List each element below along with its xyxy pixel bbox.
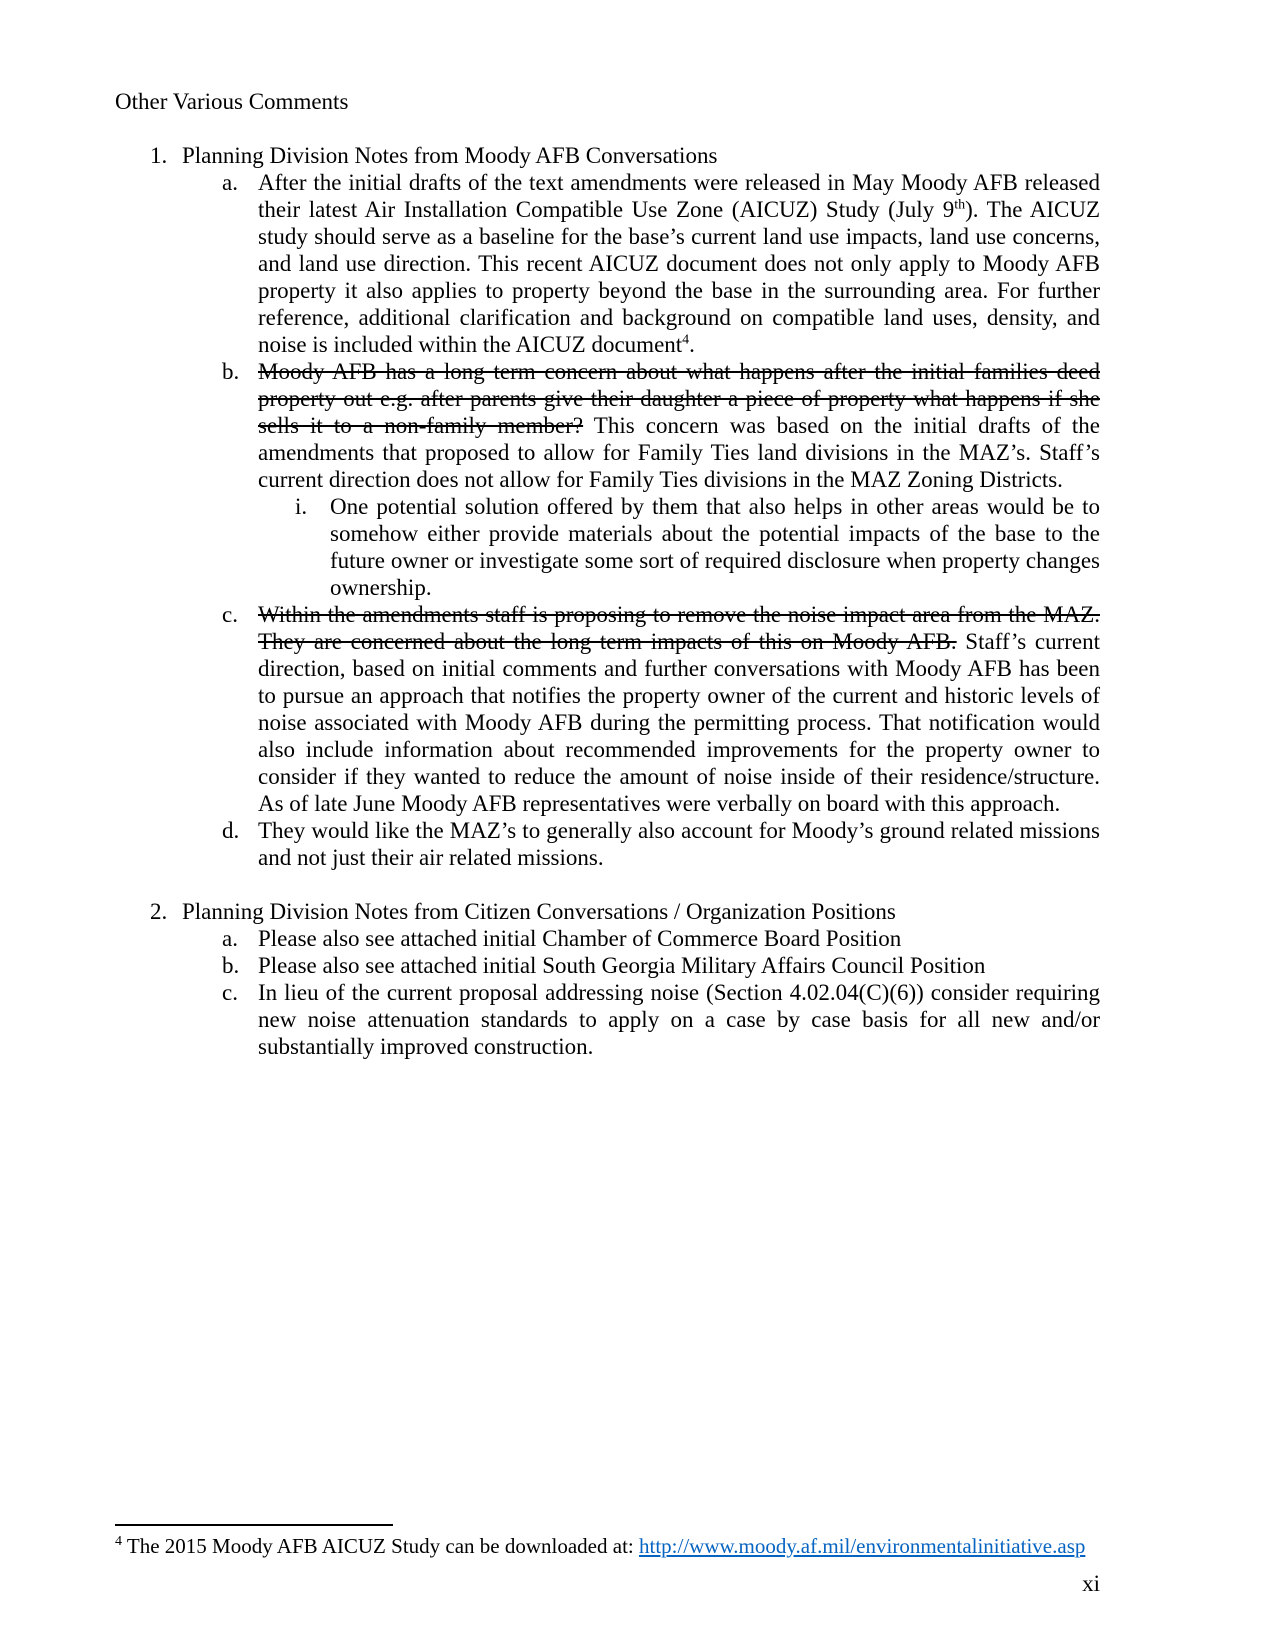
- item-1a-text-part3: .: [689, 332, 695, 357]
- section-1-number: 1.: [150, 143, 168, 168]
- item-2b-paragraph: Please also see attached initial South Georgia Military Affairs Council Position: [258, 953, 986, 978]
- footnote-marker: 4: [115, 1534, 122, 1549]
- item-1c-struck-text: Within the amendments staff is proposing to remove the noise impact area from the MAZ. They are concerned about the long term impacts of this on Moody AFB.: [258, 602, 1100, 654]
- section-2-title: Planning Division Notes from Citizen Conversations / Organization Positions: [182, 899, 896, 924]
- item-2c-paragraph: In lieu of the current proposal addressing noise (Section 4.02.04(C)(6)) consider requiring new noise attenuation standards to apply on a case by case basis for all new and/or substantially improved construction.: [258, 980, 1100, 1059]
- item-1b-struck-text: Moody AFB has a long term concern about what happens after the initial families deed property out e.g. after parents give their daughter a piece of property what happens if she sells it to a non-family member?: [258, 359, 1100, 438]
- list-item-1c: [115, 601, 1100, 817]
- footnote-area: [115, 1524, 1100, 1596]
- document-title: Other Various Comments: [115, 89, 349, 114]
- item-2c-label: c.: [222, 980, 238, 1005]
- list-item-1b-i: [115, 493, 1100, 601]
- item-1a-label: a.: [222, 170, 238, 195]
- list-item-1b: [115, 358, 1100, 493]
- list-item-2b: [115, 952, 1100, 979]
- item-1b-i-paragraph: One potential solution offered by them that also helps in other areas would be to somehow either provide materials about the potential impacts of the base to the future owner or investigate some sort of required disclosure when property changes ownership.: [330, 494, 1100, 600]
- item-1d-label: d.: [222, 818, 240, 843]
- footnote-text: [115, 1534, 1100, 1559]
- list-item-1a: [115, 169, 1100, 358]
- section-1-title: Planning Division Notes from Moody AFB Conversations: [182, 143, 718, 168]
- footnote-reference-4: 4: [682, 332, 690, 348]
- item-1a-text-part1: After the initial drafts of the text amendments were released in May Moody AFB released their latest Air Installation Compatible Use Zone (AICUZ) Study (July 9: [258, 170, 1100, 222]
- section-1-heading: [115, 142, 1100, 169]
- footnote-body-text: The 2015 Moody AFB AICUZ Study can be downloaded at:: [122, 1534, 639, 1558]
- item-1b-paragraph: [258, 358, 1100, 493]
- item-2a-paragraph: Please also see attached initial Chamber of Commerce Board Position: [258, 926, 902, 951]
- item-2a-label: a.: [222, 926, 238, 951]
- footnote-hyperlink[interactable]: http://www.moody.af.mil/environmentalinitiative.asp: [639, 1534, 1086, 1558]
- item-1b-normal-text: This concern was based on the initial drafts of the amendments that proposed to allow for Family Ties land divisions in the MAZ’s. Staff’s current direction does not allow for Family Ties divisions in the MAZ Zoning Districts.: [258, 413, 1100, 492]
- page-number: xi: [1082, 1571, 1100, 1596]
- list-item-1d: [115, 817, 1100, 871]
- item-1b-i-label: i.: [295, 494, 308, 519]
- item-1b-label: b.: [222, 359, 240, 384]
- item-1c-paragraph: [258, 601, 1100, 817]
- item-1c-label: c.: [222, 602, 238, 627]
- item-1c-normal-text: Staff’s current direction, based on initial comments and further conversations with Moody AFB has been to pursue an approach that notifies the property owner of the current and historic levels of noise associated with Moody AFB during the permitting process. That notification would also include information about recommended improvements for the property owner to consider if they wanted to reduce the amount of noise inside of their residence/structure. As of late June Moody AFB representatives were verbally on board with this approach.: [258, 629, 1100, 816]
- ordinal-superscript-th: th: [954, 197, 966, 213]
- item-2b-label: b.: [222, 953, 240, 978]
- item-1d-paragraph: They would like the MAZ’s to generally also account for Moody’s ground related missions and not just their air related missions.: [258, 818, 1100, 870]
- document-content: [115, 88, 1100, 1060]
- list-item-2a: [115, 925, 1100, 952]
- footnote-separator-rule: [115, 1524, 393, 1526]
- item-1a-text-part2: ). The AICUZ study should serve as a baseline for the base’s current land use impacts, land use concerns, and land use direction. This recent AICUZ document does not only apply to Moody AFB property it also applies to property beyond the base in the surrounding area. For further reference, additional clarification and background on compatible land uses, density, and noise is included within the AICUZ document: [258, 197, 1100, 357]
- section-2-heading: [115, 898, 1100, 925]
- item-1a-paragraph: [258, 169, 1100, 358]
- section-2-number: 2.: [150, 899, 168, 924]
- list-item-2c: [115, 979, 1100, 1060]
